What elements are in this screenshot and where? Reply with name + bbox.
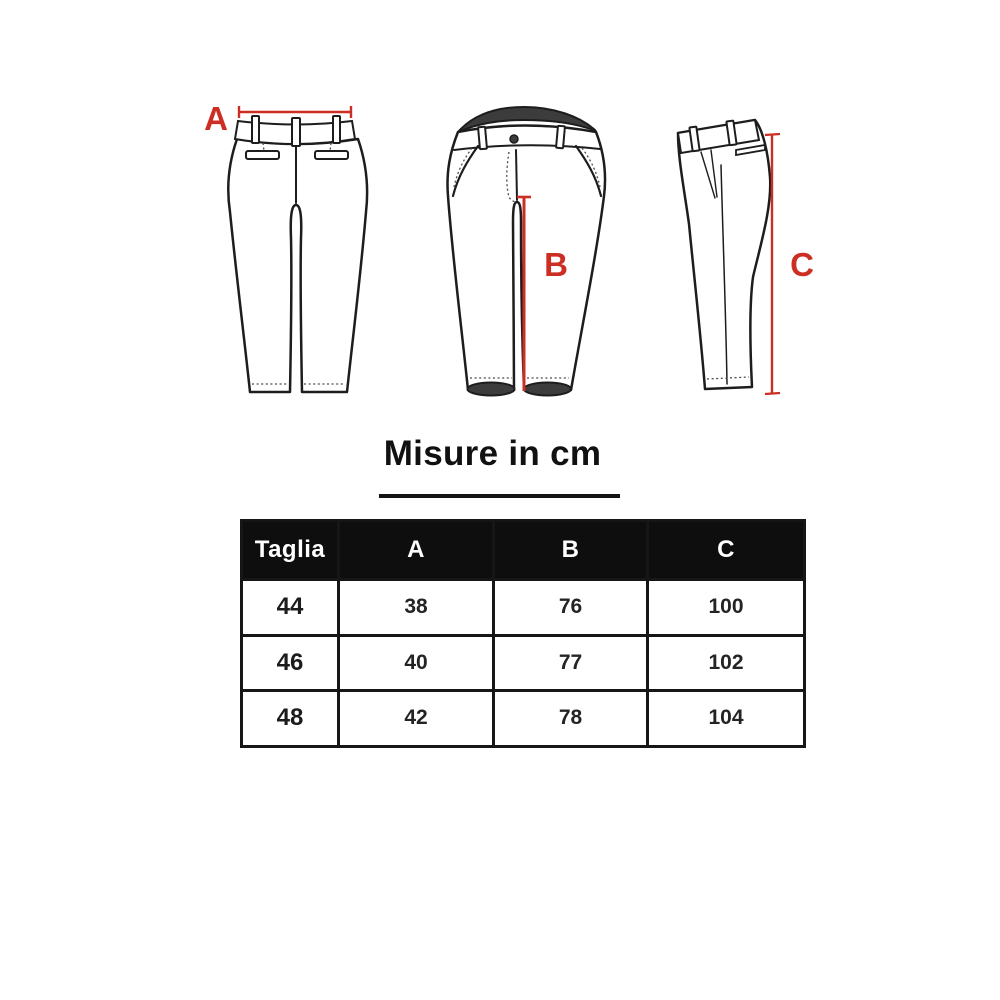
back-welt-pocket-right xyxy=(315,151,348,159)
cell-measure-a: 42 xyxy=(339,691,494,747)
cell-size: 48 xyxy=(242,691,339,747)
size-row-48 xyxy=(242,691,805,747)
size-row-46 xyxy=(242,635,805,691)
measure-label-a: A xyxy=(204,100,228,137)
cell-measure-b: 76 xyxy=(494,580,648,636)
cell-measure-a: 40 xyxy=(339,635,494,691)
cell-measure-c: 102 xyxy=(648,635,805,691)
pants-front-view-figure xyxy=(447,107,605,396)
cell-measure-a: 38 xyxy=(339,580,494,636)
header-cell-b: B xyxy=(494,521,648,580)
pants-side-view-figure xyxy=(678,120,814,394)
front-hem-right xyxy=(524,383,571,396)
measure-label-b: B xyxy=(544,246,568,283)
front-center-seam xyxy=(516,150,517,200)
cell-measure-c: 104 xyxy=(648,691,805,747)
size-table xyxy=(240,519,806,748)
pants-back-body xyxy=(228,139,367,392)
page-title: Misure in cm xyxy=(383,434,602,473)
back-welt-pocket-left xyxy=(246,151,279,159)
header-cell-a: A xyxy=(339,521,494,580)
header-cell-taglia: Taglia xyxy=(242,521,339,580)
front-hem-left xyxy=(468,383,515,396)
cell-measure-b: 77 xyxy=(494,635,648,691)
cell-size: 44 xyxy=(242,580,339,636)
cell-size: 46 xyxy=(242,635,339,691)
pants-measurement-diagram xyxy=(0,0,1000,430)
header-cell-c: C xyxy=(648,521,805,580)
title-underline xyxy=(379,494,620,498)
front-button xyxy=(510,135,518,143)
cell-measure-c: 100 xyxy=(648,580,805,636)
measure-label-c: C xyxy=(790,246,814,283)
size-table-header-row xyxy=(242,521,805,580)
size-row-44 xyxy=(242,580,805,636)
pants-back-view-figure xyxy=(204,100,367,392)
cell-measure-b: 78 xyxy=(494,691,648,747)
pants-front-body xyxy=(447,126,605,391)
